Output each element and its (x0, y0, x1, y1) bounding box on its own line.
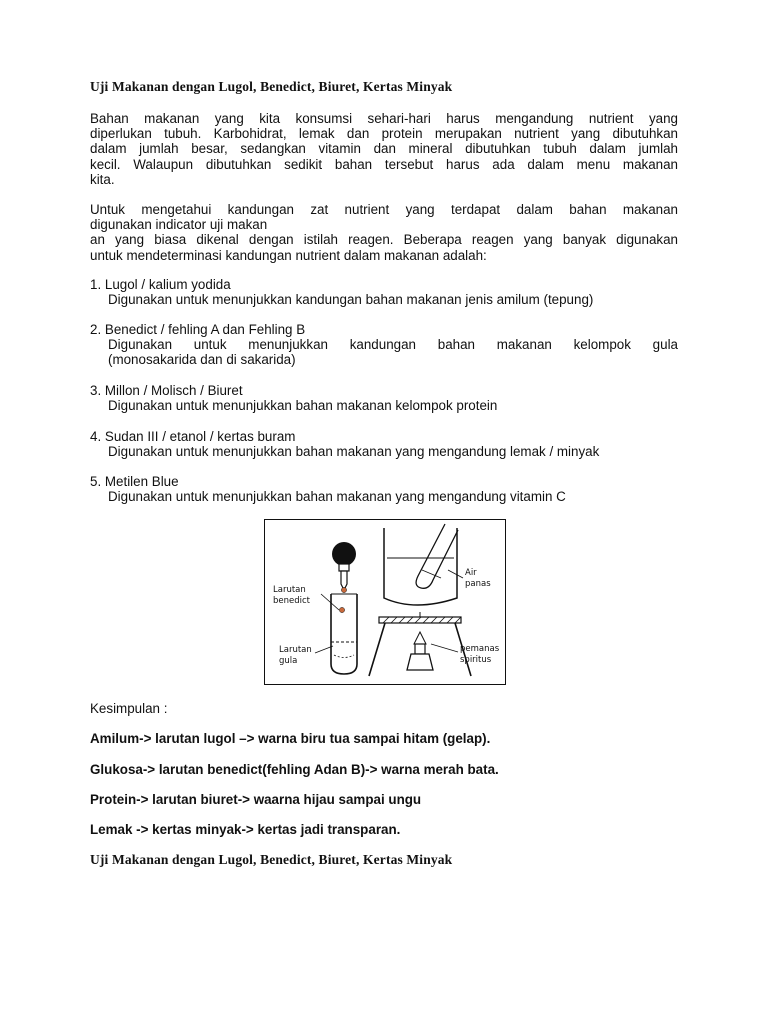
reagent-description: Digunakan untuk menunjukkan kandungan bahan makanan kelompok gula (108, 337, 678, 353)
reagent-name: 2. Benedict / fehling A dan Fehling B (90, 322, 306, 337)
conclusion-protein: Protein-> larutan biuret-> waarna hijau sampai ungu (90, 792, 422, 807)
intro-line: diperlukan tubuh. Karbohidrat, lemak dan protein merupakan nutrient yang dibutuhkan (90, 126, 678, 142)
tilted-tube-icon (416, 524, 458, 588)
label-air-1: Air (465, 568, 477, 578)
drop-icon (341, 587, 346, 592)
reagent-name: 4. Sudan III / etanol / kertas buram (90, 429, 296, 444)
reagent-item-benedict (90, 322, 678, 368)
flame-icon (414, 632, 426, 644)
reagent-description: Digunakan untuk menunjukkan bahan makanan yang mengandung vitamin C (108, 489, 566, 505)
label-pemanas-2: spiritus (460, 655, 492, 665)
experiment-illustration (265, 520, 507, 686)
reagent-name: 3. Millon / Molisch / Biuret (90, 383, 243, 398)
label-gula-1: Larutan (279, 645, 312, 655)
reagent-item-sudan (90, 429, 678, 459)
para2-line: digunakan indicator uji makan (90, 217, 268, 233)
reagent-description: Digunakan untuk menunjukkan bahan makanan yang mengandung lemak / minyak (108, 444, 600, 460)
page-title: Uji Makanan dengan Lugol, Benedict, Biuret, Kertas Minyak (90, 79, 453, 94)
conclusion-glukosa: Glukosa-> larutan benedict(fehling Adan B)-> warna merah bata. (90, 762, 499, 777)
label-benedict-1: Larutan (273, 585, 306, 595)
reagent-description: (monosakarida dan di sakarida) (108, 352, 296, 368)
label-air-2: panas (465, 579, 491, 589)
conclusion-amilum: Amilum-> larutan lugol –> warna biru tua sampai hitam (gelap). (90, 731, 491, 746)
experiment-figure (264, 519, 506, 685)
reagent-item-lugol (90, 277, 678, 307)
spirit-burner-icon (407, 654, 433, 670)
reagent-name: 5. Metilen Blue (90, 474, 179, 489)
intro-line: dalam jumlah besar, sedangkan vitamin dan mineral dibutuhkan tubuh dalam jumlah (90, 141, 678, 157)
reagent-item-metilen (90, 474, 678, 504)
footer-title: Uji Makanan dengan Lugol, Benedict, Biuret, Kertas Minyak (90, 852, 453, 867)
label-benedict-2: benedict (273, 596, 311, 606)
reagent-intro-paragraph (90, 202, 678, 263)
para2-line: untuk mendeterminasi kandungan nutrient dalam makanan adalah: (90, 247, 487, 263)
reagent-description: Digunakan untuk menunjukkan kandungan bahan makanan jenis amilum (tepung) (108, 292, 594, 308)
intro-line: kecil. Walaupun dibutuhkan sedikit bahan tersebut harus ada dalam menu makanan (90, 156, 678, 172)
drop-icon (339, 607, 344, 612)
reagent-item-biuret (90, 383, 678, 413)
conclusion-lemak: Lemak -> kertas minyak-> kertas jadi transparan. (90, 822, 401, 837)
tripod-leg (369, 623, 385, 676)
intro-line: kita. (90, 171, 115, 187)
reagent-description: Digunakan untuk menunjukkan bahan makanan kelompok protein (108, 398, 498, 414)
label-pemanas-1: pemanas (460, 644, 500, 654)
beaker-icon (384, 528, 457, 605)
para2-line: Untuk mengetahui kandungan zat nutrient yang terdapat dalam bahan makanan (90, 202, 678, 217)
reagent-name: 1. Lugol / kalium yodida (90, 277, 231, 292)
kesimpulan-label: Kesimpulan : (90, 701, 168, 716)
para2-line: an yang biasa dikenal dengan istilah reagen. Beberapa reagen yang banyak digunakan (90, 232, 678, 248)
intro-paragraph (90, 111, 678, 187)
dropper-bulb-icon (332, 542, 356, 566)
label-gula-2: gula (279, 656, 298, 666)
intro-line: Bahan makanan yang kita konsumsi sehari-hari harus mengandung nutrient yang (90, 111, 678, 126)
